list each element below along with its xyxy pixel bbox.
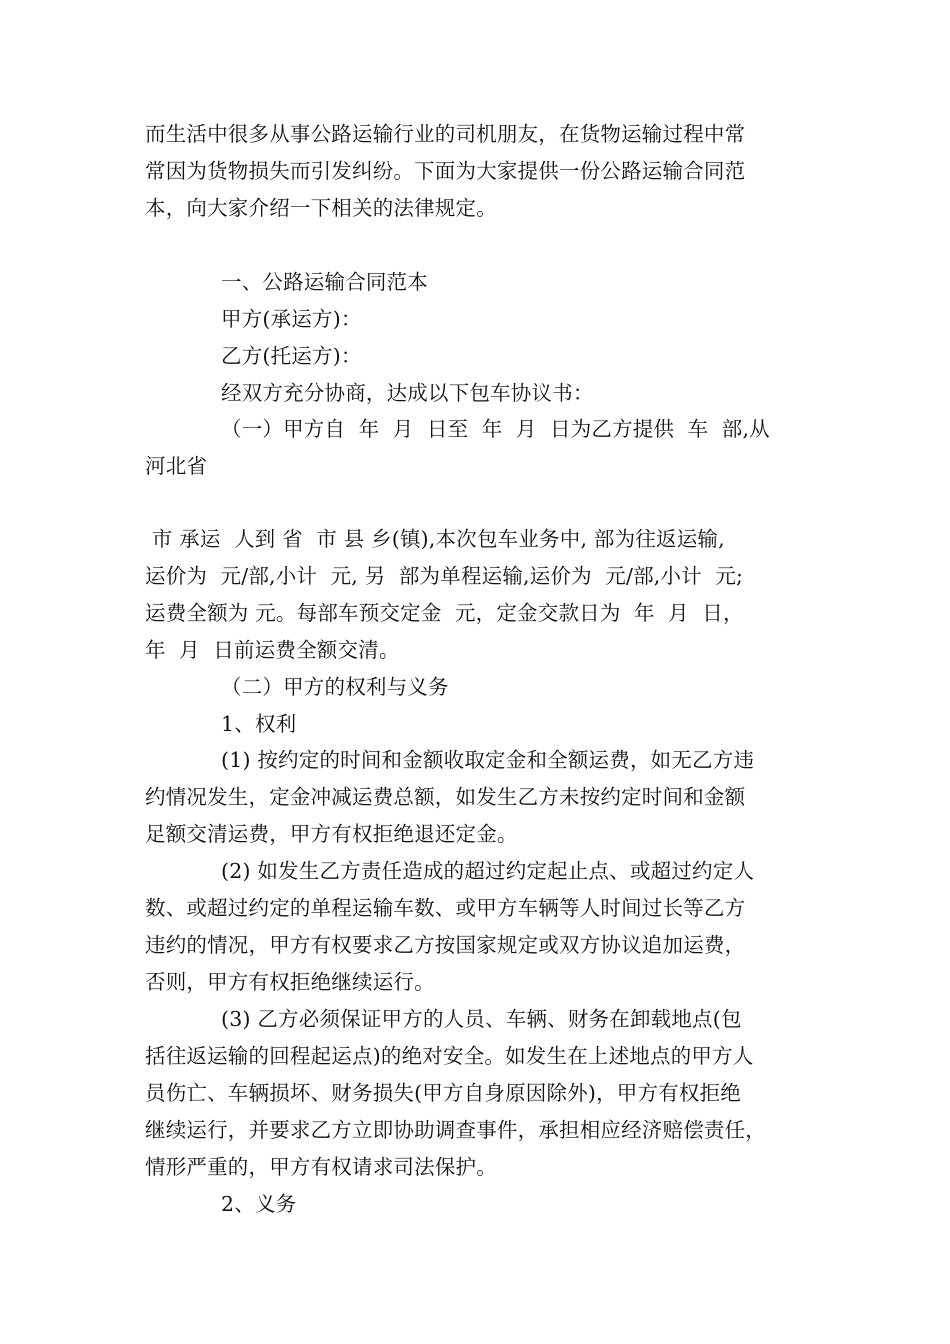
clause1-line-1: （一）甲方自 年 月 日至 年 月 日为乙方提供 车 部,从 <box>221 417 770 441</box>
right1-line-1: (1) 按约定的时间和金额收取定金和全额运费，如无乙方违 <box>221 748 755 772</box>
clause1-line-4: 运价为 元/部,小计 元, 另 部为单程运输,运价为 元/部,小计 元; <box>145 564 744 588</box>
clause1-line-3: 市 承运 人到 省 市 县 乡(镇),本次包车业务中, 部为往返运输, <box>145 527 725 551</box>
right3-line-3: 员伤亡、车辆损坏、财务损失(甲方自身原因除外)，甲方有权拒绝 <box>145 1081 741 1105</box>
right2-line-2: 数、或超过约定的单程运输车数、或甲方车辆等人时间过长等乙方 <box>145 896 746 920</box>
right2-line-1: (2) 如发生乙方责任造成的超过约定起止点、或超过约定人 <box>221 859 755 883</box>
right3-line-2: 括往返运输的回程起运点)的绝对安全。如发生在上述地点的甲方人 <box>145 1044 754 1068</box>
right3-line-1: (3) 乙方必须保证甲方的人员、车辆、财务在卸载地点(包 <box>221 1007 742 1031</box>
section-title: 一、公路运输合同范本 <box>221 270 428 294</box>
clause1-line-5: 运费全额为 元。每部车预交定金 元，定金交款日为 年 月 日， <box>145 601 744 625</box>
clause2-title: （二）甲方的权利与义务 <box>221 675 449 699</box>
right3-line-5: 情形严重的，甲方有权请求司法保护。 <box>145 1155 497 1179</box>
right2-line-3: 违约的情况，甲方有权要求乙方按国家规定或双方协议追加运费， <box>145 933 746 957</box>
clause1-line-6: 年 月 日前运费全额交清。 <box>145 638 400 662</box>
party-b: 乙方(托运方)： <box>221 344 362 368</box>
rights-title: 1、权利 <box>221 712 297 736</box>
intro-line-3: 本，向大家介绍一下相关的法律规定。 <box>145 196 497 220</box>
party-a: 甲方(承运方)： <box>221 307 362 331</box>
agreement-statement: 经双方充分协商，达成以下包车协议书： <box>221 381 594 405</box>
clause1-line-2: 河北省 <box>145 454 208 478</box>
intro-line-2: 常因为货物损失而引发纠纷。下面为大家提供一份公路运输合同范 <box>145 159 746 183</box>
right1-line-3: 足额交清运费，甲方有权拒绝退还定金。 <box>145 822 518 846</box>
intro-line-1: 而生活中很多从事公路运输行业的司机朋友，在货物运输过程中常 <box>145 122 746 146</box>
right2-line-4: 否则，甲方有权拒绝继续运行。 <box>145 970 435 994</box>
right1-line-2: 约情况发生，定金冲减运费总额，如发生乙方未按约定时间和金额 <box>145 785 746 809</box>
right3-line-4: 继续运行，并要求乙方立即协助调查事件，承担相应经济赔偿责任， <box>145 1118 766 1142</box>
duties-title: 2、义务 <box>221 1192 297 1216</box>
